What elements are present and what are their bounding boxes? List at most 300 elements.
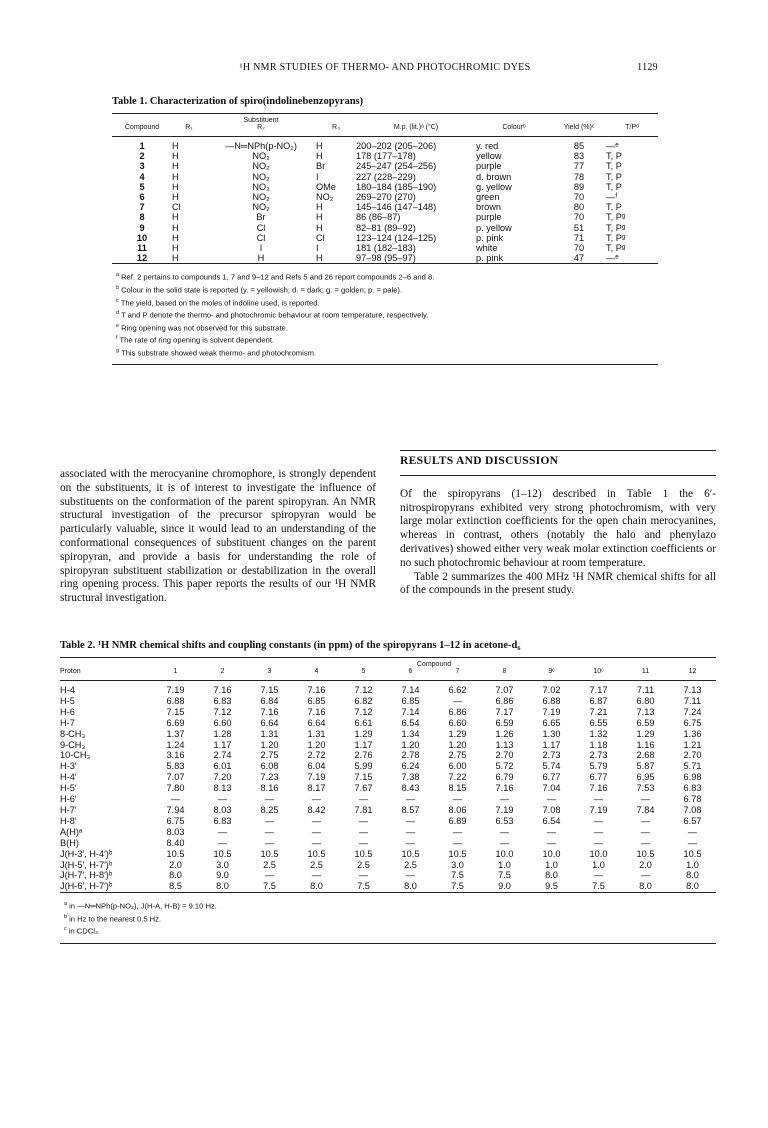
table-2-cell: 6.57 xyxy=(683,815,702,826)
table-1-cell: H xyxy=(172,141,179,151)
table-2-cell: 8.13 xyxy=(213,783,232,794)
table-2-row xyxy=(60,696,716,707)
table-1-footnote xyxy=(116,283,658,296)
table-2-row-label: H-6 xyxy=(60,706,75,717)
table-2-cell: — xyxy=(593,837,604,848)
table-1-cell: H xyxy=(316,151,323,162)
table-1-cell: Cl xyxy=(256,232,266,243)
table-2-cell: 1.24 xyxy=(166,739,185,750)
table-1-cell: 97–98 (95–97) xyxy=(356,253,416,264)
table-2-cell: 2.70 xyxy=(683,750,702,761)
table-2-cell: 1.37 xyxy=(166,728,185,739)
table-1-cell: 227 (228–229) xyxy=(356,171,416,182)
table-2-cell: 9.0 xyxy=(498,881,511,892)
table-2-cell: 6.89 xyxy=(448,815,467,826)
table-2-cell: — xyxy=(546,837,557,848)
table-1-cell: 77 xyxy=(573,161,585,172)
table-2-cell: 6.86 xyxy=(448,706,467,717)
table-1-cell: 269–270 (270) xyxy=(356,192,416,203)
table-2-cell: 7.16 xyxy=(495,783,514,794)
table-2-footnote xyxy=(64,899,716,912)
table-2-cell: — xyxy=(170,794,181,805)
table-2-cell: 9.5 xyxy=(545,881,558,892)
table-2-cell: 7.12 xyxy=(213,706,232,717)
table-1-cell: 9 xyxy=(139,222,145,233)
table-2-compound-header: 5 xyxy=(340,668,387,681)
table-1-column-header: R₁ xyxy=(172,124,206,137)
table-1-cell: T, P xyxy=(606,181,622,192)
table-2-cell: — xyxy=(264,870,275,881)
table-1-column-header: Colourᵇ xyxy=(476,124,552,137)
table-1-footnote xyxy=(116,346,658,359)
table-2-cell: 6.61 xyxy=(354,717,373,728)
table-2-cell: 7.04 xyxy=(542,783,561,794)
table-2-cell: 6.87 xyxy=(589,695,608,706)
table-2-cell: 1.26 xyxy=(495,728,514,739)
table-1-cell: 70 xyxy=(573,243,585,254)
table-2-cell: 8.15 xyxy=(448,783,467,794)
table-2-cell: 7.16 xyxy=(260,706,279,717)
table-2-grid xyxy=(60,658,716,892)
table-2-row xyxy=(60,681,716,696)
table-2-cell: 6.54 xyxy=(401,717,420,728)
table-2-cell: 1.20 xyxy=(260,739,279,750)
table-2-cell: 6.85 xyxy=(401,695,420,706)
table-2-cell: 6.53 xyxy=(495,815,514,826)
table-2-cell: 6.04 xyxy=(307,761,326,772)
table-2-proton-header: Proton xyxy=(60,668,152,681)
table-1-cell: 10 xyxy=(136,232,148,243)
table-1-row xyxy=(112,212,658,222)
table-2-cell: 7.07 xyxy=(495,685,514,695)
table-1-footnote-mark: d xyxy=(116,310,120,317)
table-1-cell: H xyxy=(172,243,179,254)
table-1-cell: T, P xyxy=(606,151,622,162)
table-2-cell: 6.75 xyxy=(683,717,702,728)
table-1-cell: H xyxy=(172,171,179,182)
table-1-row xyxy=(112,161,658,171)
table-1-footnotes xyxy=(112,264,658,364)
table-2-row-label: 10-CH₃ xyxy=(60,750,91,761)
table-1-cell: T, Pᵍ xyxy=(606,243,626,254)
table-1-footnote-mark: g xyxy=(116,347,120,354)
table-2-cell: 2.74 xyxy=(213,750,232,761)
table-2-cell: — xyxy=(405,870,416,881)
table-2-compound-header: 6 xyxy=(387,668,434,681)
table-1-cell: y. red xyxy=(476,141,499,151)
table-1-cell: NO₂ xyxy=(252,181,270,192)
table-1-row xyxy=(112,192,658,202)
table-2-cell: 6.75 xyxy=(166,815,185,826)
table-2-cell: 6.69 xyxy=(166,717,185,728)
table-2-cell: 7.17 xyxy=(495,706,514,717)
table-2-cell: 7.5 xyxy=(451,881,464,892)
table-1-cell: H xyxy=(172,222,179,233)
table-2-cell: 1.31 xyxy=(307,728,326,739)
table-2-cell: 7.13 xyxy=(636,706,655,717)
table-1-bottom-rule xyxy=(112,364,658,365)
table-2-cell: 8.06 xyxy=(448,804,467,815)
table-1-cell: T, Pᵍ xyxy=(606,222,626,233)
table-2-footnote xyxy=(64,924,716,937)
table-2-cell: 6.60 xyxy=(448,717,467,728)
table-1-row xyxy=(112,243,658,253)
table-2-cell: — xyxy=(546,794,557,805)
table-1-cell: yellow xyxy=(476,151,502,162)
table-1-footnote-mark: a xyxy=(116,272,120,279)
table-2-row xyxy=(60,794,716,805)
table-2-cell: — xyxy=(311,826,322,837)
table-2-cell: — xyxy=(499,837,510,848)
table-1-cell: 145–146 (147–148) xyxy=(356,202,437,213)
table-1-column-header: T/Pᵈ xyxy=(606,124,658,137)
table-2-cell: 1.0 xyxy=(498,859,511,870)
table-2-cell: 6.95 xyxy=(636,772,655,783)
table-2-cell: 8.42 xyxy=(307,804,326,815)
table-2-row xyxy=(60,881,716,892)
table-1-footnote-mark: e xyxy=(116,322,120,329)
table-1-cell: 11 xyxy=(137,243,147,254)
running-title: ¹H NMR STUDIES OF THERMO- AND PHOTOCHROMIC DYES xyxy=(239,62,531,73)
table-2-cell: 7.5 xyxy=(451,870,464,881)
table-1 xyxy=(112,96,658,365)
table-2-cell: 6.78 xyxy=(683,794,702,805)
table-2-cell: 5.83 xyxy=(166,761,185,772)
table-2-cell: 5.99 xyxy=(354,761,373,772)
table-2-cell: 7.14 xyxy=(401,685,420,695)
table-2-cell: 2.5 xyxy=(404,859,417,870)
table-1-cell: 2 xyxy=(139,151,145,162)
table-2-cell: — xyxy=(452,826,463,837)
table-2-group-header: Compound xyxy=(416,661,452,668)
table-2-cell: 1.16 xyxy=(636,739,655,750)
table-2-cell: 1.36 xyxy=(683,728,702,739)
table-2-cell: 7.07 xyxy=(166,772,185,783)
table-2-cell: 1.29 xyxy=(636,728,655,739)
table-2-cell: 7.19 xyxy=(166,685,185,695)
table-2-cell: 8.0 xyxy=(639,881,652,892)
table-2-cell: — xyxy=(499,794,510,805)
table-2-cell: 7.08 xyxy=(542,804,561,815)
table-2-row-label: J(H-6′, H-7′)ᵇ xyxy=(60,881,113,892)
table-1-cell: H xyxy=(257,253,265,264)
table-2-footnote-mark: c xyxy=(64,926,67,933)
table-2-cell: — xyxy=(311,815,322,826)
table-2-row-label: H-7 xyxy=(60,717,75,728)
table-1-cell: 51 xyxy=(573,222,585,233)
table-2-cell: 2.73 xyxy=(542,750,561,761)
table-2-cell: 1.32 xyxy=(589,728,608,739)
table-2-cell: — xyxy=(358,815,369,826)
table-2-cell: — xyxy=(499,826,510,837)
table-1-cell: T, P xyxy=(606,161,622,172)
table-2-cell: 1.13 xyxy=(495,739,514,750)
table-2-cell: 10.5 xyxy=(213,848,232,859)
table-2-row xyxy=(60,827,716,838)
table-2-row xyxy=(60,838,716,849)
table-2-cell: 2.70 xyxy=(495,750,514,761)
body-paragraph-left: associated with the merocyanine chromophore, is strongly dependent on the substituents, it is of interest to investigate the influence of substituents on the conformation of the parent spiropyran. An NMR structural investigation of the precursor spiropyran would be particularly valuable, since it would lead to an understanding of the conformational consequences of substituent changes on the parent spiropyran, and provide a basis for understanding the role of spiropyran substituent stabilization or destabilization in the overall ring opening process. This paper reports the results of our ¹H NMR structural investigation. xyxy=(60,468,376,605)
table-1-footnote-mark: b xyxy=(116,284,120,291)
table-2-cell: 6.54 xyxy=(542,815,561,826)
table-1-cell: H xyxy=(172,192,179,203)
table-1-column-header: R₂ xyxy=(206,124,316,137)
table-2-cell: 8.0 xyxy=(545,870,558,881)
table-2-cell: 2.5 xyxy=(357,859,370,870)
table-1-cell: I xyxy=(316,171,319,182)
table-2-cell: 6.62 xyxy=(448,685,467,695)
table-2-cell: 6.77 xyxy=(542,772,561,783)
table-2-cell: 7.15 xyxy=(354,772,373,783)
table-1-cell: Br xyxy=(316,161,326,172)
table-2-cell: 10.5 xyxy=(354,848,373,859)
table-1-column-header: Yield (%)ᶜ xyxy=(552,124,606,137)
table-2-cell: — xyxy=(405,815,416,826)
table-2-cell: 7.19 xyxy=(495,804,514,815)
table-1-cell: —N═NPh(p-NO₂) xyxy=(225,141,297,151)
table-2-row-label: H-5′ xyxy=(60,783,77,794)
table-1-cell: 47 xyxy=(573,253,585,264)
table-2-cell: 8.0 xyxy=(216,881,229,892)
table-1-footnote xyxy=(116,296,658,309)
table-2-cell: 6.84 xyxy=(260,695,279,706)
table-1-column-header: M.p. (lit.)ᵃ (°C) xyxy=(356,124,476,137)
table-2-cell: 7.81 xyxy=(354,804,373,815)
table-2-row-label: J(H-3′, H-4′)ᵇ xyxy=(60,848,113,859)
table-2-cell: 2.5 xyxy=(263,859,276,870)
table-2-cell: 1.20 xyxy=(401,739,420,750)
table-2-cell: 6.83 xyxy=(213,815,232,826)
table-1-cell: white xyxy=(476,243,498,254)
table-2-cell: 6.98 xyxy=(683,772,702,783)
table-2-row-label: H-3′ xyxy=(60,761,77,772)
table-2-compound-header: 11 xyxy=(622,668,669,681)
table-2-cell: 2.0 xyxy=(639,859,652,870)
table-2-cell: 6.64 xyxy=(307,717,326,728)
table-2-cell: — xyxy=(593,870,604,881)
table-1-row xyxy=(112,182,658,192)
table-2-cell: — xyxy=(546,826,557,837)
table-2-row xyxy=(60,860,716,871)
table-1-cell: H xyxy=(316,141,323,151)
table-1-cell: d. brown xyxy=(476,171,512,182)
table-2-cell: 7.5 xyxy=(498,870,511,881)
table-2-cell: 7.80 xyxy=(166,783,185,794)
table-2-row xyxy=(60,718,716,729)
body-paragraph-right-1: Of the spiropyrans (1–12) described in Table 1 the 6′-nitrospiropyrans exhibited very strong photochromism, with very large molar extinction coefficients for the open chain merocyanines, whereas in contrast, others (notably the halo and phenylazo derivatives) showed either very weak molar extinction coefficients or no such photochromic behaviour at room temperature. xyxy=(400,487,716,569)
table-2-cell: — xyxy=(640,815,651,826)
table-2-cell: 8.40 xyxy=(166,837,185,848)
table-2-cell: 10.0 xyxy=(542,848,561,859)
table-1-footnote-text: Ring opening was not observed for this substrate. xyxy=(121,323,288,333)
table-1-cell: 83 xyxy=(573,151,585,162)
table-1-footnote xyxy=(116,308,658,321)
table-2-cell: 7.14 xyxy=(401,706,420,717)
table-2-cell: 3.0 xyxy=(216,859,229,870)
table-1-cell: 181 (182–183) xyxy=(356,243,416,254)
table-2-cell: 1.29 xyxy=(448,728,467,739)
table-2-footnotes xyxy=(60,893,716,943)
section-heading: RESULTS AND DISCUSSION xyxy=(400,450,716,476)
table-2-cell: 5.87 xyxy=(636,761,655,772)
table-1-cell: OMe xyxy=(316,181,336,192)
table-2-cell: 10.5 xyxy=(683,848,702,859)
table-1-cell: 1 xyxy=(139,141,145,151)
table-2-cell: 1.21 xyxy=(683,739,702,750)
table-1-cell: purple xyxy=(476,161,502,172)
table-2-cell: 2.76 xyxy=(354,750,373,761)
table-2-cell: 1.20 xyxy=(307,739,326,750)
table-2-cell: 8.03 xyxy=(213,804,232,815)
table-2-cell: 7.12 xyxy=(354,706,373,717)
table-1-cell: I xyxy=(316,243,319,254)
table-2-row-label: H-6′ xyxy=(60,794,77,805)
table-2-cell: — xyxy=(452,695,463,706)
table-1-cell: g. yellow xyxy=(476,181,512,192)
table-1-cell: 86 (86–87) xyxy=(356,212,401,223)
table-2-cell: 2.72 xyxy=(307,750,326,761)
table-2-cell: — xyxy=(593,794,604,805)
table-1-cell: p. pink xyxy=(476,232,504,243)
table-1-row xyxy=(112,253,658,263)
table-2-cell: — xyxy=(593,826,604,837)
table-2-compound-header: 10ᶜ xyxy=(575,668,622,681)
table-1-cell: 200–202 (205–206) xyxy=(356,141,437,151)
table-2-compound-header: 2 xyxy=(199,668,246,681)
table-2-cell: — xyxy=(640,870,651,881)
table-1-footnote-text: The rate of ring opening is solvent dependent. xyxy=(119,335,275,345)
table-2-cell: 7.23 xyxy=(260,772,279,783)
table-1-cell: 78 xyxy=(573,171,585,182)
table-2-cell: 7.16 xyxy=(213,685,232,695)
table-1-cell: 12 xyxy=(136,253,148,264)
table-2-cell: 6.59 xyxy=(495,717,514,728)
table-2-cell: 7.5 xyxy=(263,881,276,892)
table-1-cell: Br xyxy=(256,212,266,223)
table-2-row-label: H-7′ xyxy=(60,804,77,815)
table-2-compound-header: 8 xyxy=(481,668,528,681)
table-2-cell: — xyxy=(311,837,322,848)
table-2-row-label: J(H-5′, H-7′)ᵇ xyxy=(60,859,113,870)
table-2-row-label: A(H)ᵃ xyxy=(60,826,83,837)
table-2-cell: 7.11 xyxy=(636,685,655,695)
table-2-cell: 6.60 xyxy=(213,717,232,728)
table-2-cell: — xyxy=(311,794,322,805)
table-1-row xyxy=(112,202,658,212)
table-2-cell: 6.86 xyxy=(495,695,514,706)
table-2-row-label: J(H-7′, H-8′)ᵇ xyxy=(60,870,113,881)
table-2-cell: 6.88 xyxy=(542,695,561,706)
table-2-cell: 5.72 xyxy=(495,761,514,772)
table-1-cell: NO₂ xyxy=(252,192,270,203)
table-2-row-label: H-5 xyxy=(60,695,75,706)
table-2-compound-header: 3 xyxy=(246,668,293,681)
table-2-cell: 10.0 xyxy=(495,848,514,859)
table-2-cell: 6.24 xyxy=(401,761,420,772)
table-2-cell: — xyxy=(217,837,228,848)
table-2-cell: — xyxy=(264,826,275,837)
table-2-cell: 5.71 xyxy=(683,761,702,772)
table-1-cell: H xyxy=(172,253,179,264)
table-1-footnote-text: This substrate showed weak thermo- and photochromism. xyxy=(121,348,317,358)
table-1-footnote xyxy=(116,321,658,334)
table-2-cell: — xyxy=(311,870,322,881)
table-2-compound-header: 7 xyxy=(434,668,481,681)
table-2-cell: 1.30 xyxy=(542,728,561,739)
table-2-cell: 6.59 xyxy=(636,717,655,728)
table-2-cell: 6.64 xyxy=(260,717,279,728)
table-2-cell: 8.0 xyxy=(404,881,417,892)
table-2-row xyxy=(60,805,716,816)
table-1-cell: H xyxy=(316,253,323,264)
table-2-cell: 7.38 xyxy=(401,772,420,783)
table-1-column-header: Compound xyxy=(112,124,172,137)
table-2-footnote xyxy=(64,912,716,925)
table-2-row xyxy=(60,870,716,881)
table-2-row-label: 9-CH₃ xyxy=(60,739,86,750)
table-1-cell: T, P xyxy=(606,202,622,213)
table-2-cell: — xyxy=(452,837,463,848)
table-2-compound-header: 4 xyxy=(293,668,340,681)
table-2-cell: 6.79 xyxy=(495,772,514,783)
table-2-row xyxy=(60,772,716,783)
table-1-footnote-text: The yield, based on the moles of indoline used, is reported. xyxy=(120,298,320,308)
table-1-grid xyxy=(112,114,658,263)
table-2-row xyxy=(60,761,716,772)
table-2-cell: 8.5 xyxy=(169,881,182,892)
table-2-cell: 2.78 xyxy=(401,750,420,761)
table-1-cell: Cl xyxy=(256,222,266,233)
table-2-cell: 7.19 xyxy=(542,706,561,717)
table-1-footnote-mark: f xyxy=(116,335,118,342)
table-1-cell: 3 xyxy=(139,161,145,172)
table-2-cell: 5.79 xyxy=(589,761,608,772)
body-paragraph-right-2: Table 2 summarizes the 400 MHz ¹H NMR chemical shifts for all of the compounds in the present study. xyxy=(400,570,716,597)
table-2-cell: — xyxy=(452,794,463,805)
table-1-cell: —ᵉ xyxy=(606,141,619,151)
table-1-row xyxy=(112,233,658,243)
table-2-cell: 8.0 xyxy=(686,881,699,892)
table-2-cell: 7.02 xyxy=(542,685,561,695)
table-2-cell: 1.18 xyxy=(589,739,608,750)
table-2-cell: 7.12 xyxy=(354,685,373,695)
table-1-footnote-text: T and P denote the thermo- and photochromic behaviour at room temperature, respectively. xyxy=(121,310,429,320)
table-2-cell: 10.5 xyxy=(166,848,185,859)
table-2-cell: 7.84 xyxy=(636,804,655,815)
table-1-group-header: Substituent xyxy=(243,117,279,124)
table-2-cell: 10.5 xyxy=(260,848,279,859)
table-1-cell: p. yellow xyxy=(476,222,512,233)
table-2-cell: 7.15 xyxy=(166,706,185,717)
table-2-cell: 6.83 xyxy=(213,695,232,706)
table-2-row xyxy=(60,740,716,751)
table-1-cell: 123–124 (124–125) xyxy=(356,232,437,243)
table-1-footnote-mark: c xyxy=(116,297,119,304)
table-2-cell: — xyxy=(358,870,369,881)
page-number: 1129 xyxy=(637,62,658,73)
table-1-cell: 178 (177–178) xyxy=(356,151,416,162)
table-2-cell: 7.53 xyxy=(636,783,655,794)
table-2-cell: — xyxy=(405,794,416,805)
table-2-compound-header: 1 xyxy=(152,668,199,681)
table-1-cell: 89 xyxy=(573,181,585,192)
table-2-cell: 1.20 xyxy=(448,739,467,750)
table-2-row xyxy=(60,849,716,860)
table-2-cell: 10.5 xyxy=(401,848,420,859)
table-1-cell: 82–81 (89–92) xyxy=(356,222,416,233)
table-2-cell: 8.17 xyxy=(307,783,326,794)
table-2-compound-header: 12 xyxy=(669,668,716,681)
